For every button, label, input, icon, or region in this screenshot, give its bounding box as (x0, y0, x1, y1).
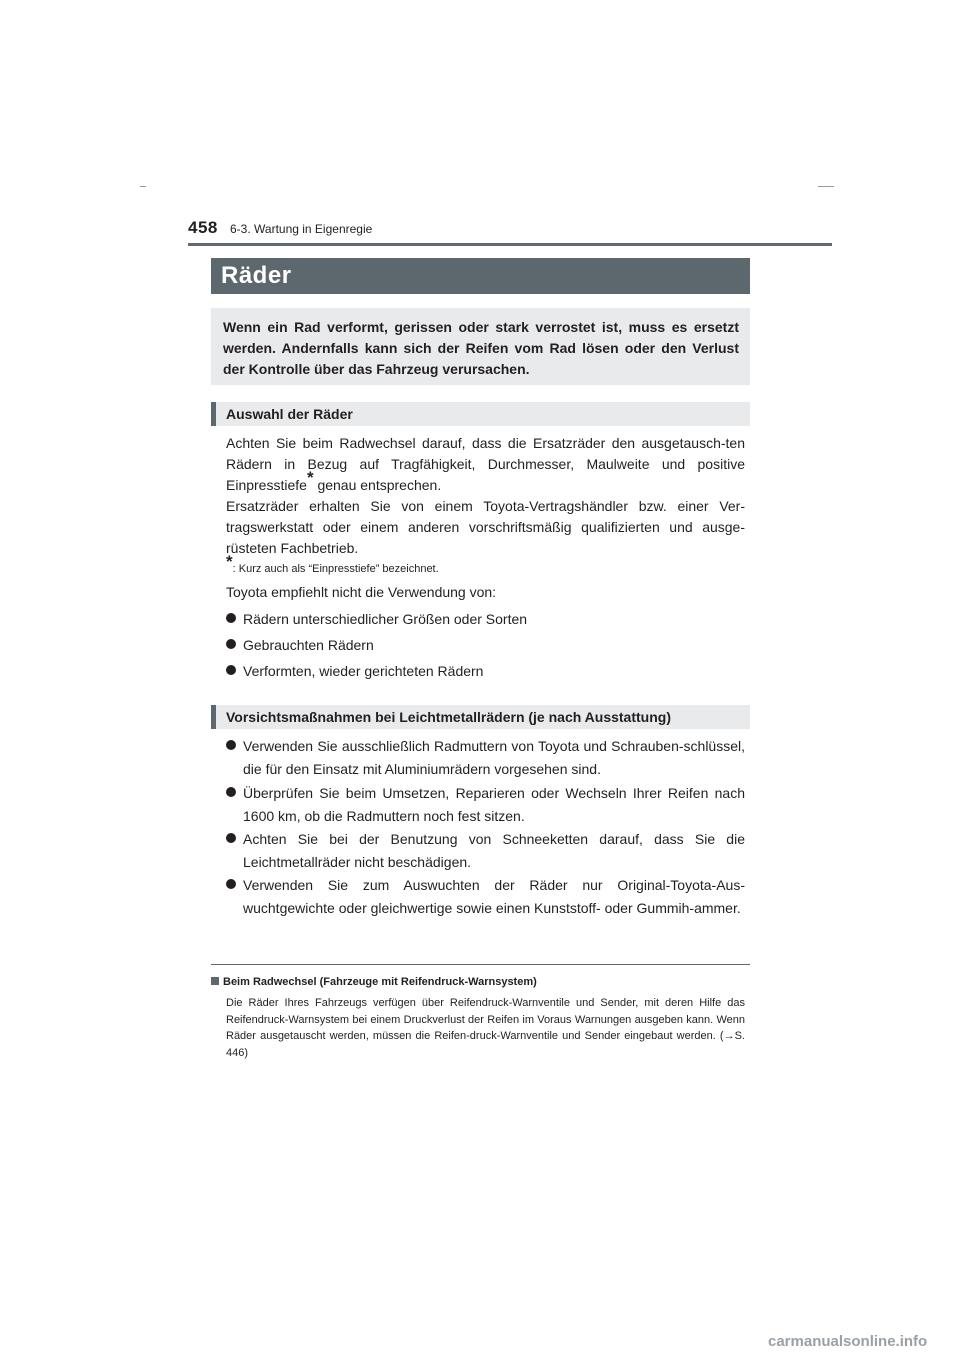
list-item-text: Verformten, wieder gerichteten Rädern (243, 663, 484, 679)
list-item-text: Verwenden Sie zum Auswuchten der Räder nur Original-Toyota-Aus-wuchtgewichte oder gleichwertige sowie einen Kunststoff- oder Gummih-ammer. (243, 877, 745, 916)
list-item-text: Rädern unterschiedlicher Größen oder Sorten (243, 611, 528, 627)
note-divider (211, 964, 750, 965)
list-item (226, 608, 745, 631)
selection-paragraph-1 (226, 433, 745, 496)
list-item (226, 874, 745, 920)
header-rule (188, 243, 832, 246)
list-item (226, 634, 745, 657)
bullet-icon (226, 740, 236, 750)
list-item (226, 828, 745, 874)
list-item (226, 735, 745, 781)
crop-mark-right (818, 186, 834, 187)
footnote-asterisk: * (226, 552, 233, 571)
subheading-alloy-precautions: Vorsichtsmaßnahmen bei Leichtmetallrädern (je nach Ausstattung) (211, 705, 750, 729)
list-item-text: Gebrauchten Rädern (243, 637, 374, 653)
page-title: Räder (211, 258, 750, 294)
selection-paragraph-2: Ersatzräder erhalten Sie von einem Toyota-Vertragshändler bzw. einer Ver-tragswerkstatt oder einem anderen vorschriftsmäßig qualifizierten und ausge-rüsteten Fachbetrieb. (226, 498, 745, 556)
page-header (188, 214, 832, 248)
footnote-marker: * (306, 468, 314, 487)
intro-box: Wenn ein Rad verformt, gerissen oder stark verrostet ist, muss es ersetzt werden. Andernfalls kann sich der Reifen vom Rad lösen oder den Verlust der Kontrolle über das Fahrzeug verursachen. (211, 308, 750, 385)
watermark: carmanualsonline.info (768, 1333, 928, 1350)
note-body (226, 995, 745, 1061)
subheading-wheel-selection: Auswahl der Räder (211, 402, 750, 426)
bullet-icon (226, 665, 236, 675)
selection-paragraph-1-text: Achten Sie beim Radwechsel darauf, dass die Ersatzräder den ausgetausch-ten Rädern in Bezug auf Tragfähigkeit, Durchmesser, Maulweite und positive Einpresstiefe (226, 435, 745, 493)
list-item (226, 782, 745, 828)
page-number: 458 (188, 218, 218, 237)
footnote-text: : Kurz auch als “Einpresstiefe” bezeichnet. (232, 563, 439, 575)
list-item-text: Überprüfen Sie beim Umsetzen, Reparieren oder Wechseln Ihrer Reifen nach 1600 km, ob die Radmuttern noch fest sitzen. (243, 785, 745, 824)
bullet-icon (226, 787, 236, 797)
recommendation-text: Toyota empfiehlt nicht die Verwendung von: (226, 584, 497, 600)
bullet-icon (226, 879, 236, 889)
bullet-icon (226, 639, 236, 649)
bullet-icon (226, 833, 236, 843)
note-body-text: Die Räder Ihres Fahrzeugs verfügen über Reifendruck-Warnventile und Sender, mit deren Hilfe das Reifendruck-Warnsystem bei einem Druckverlust der Reifen im Voraus Warnungen ausgeben kann. Wenn Räder ausgetauscht werden, müssen die Reifen-druck-Warnventile und Sender eingebaut werden. (→S. 446) (226, 997, 745, 1059)
square-bullet-icon (211, 977, 219, 985)
crop-mark-left (140, 186, 146, 187)
list-item-text: Achten Sie bei der Benutzung von Schneeketten darauf, dass Sie die Leichtmetallräder nicht beschädigen. (243, 831, 745, 870)
footnote (226, 552, 439, 575)
section-reference: 6-3. Wartung in Eigenregie (230, 222, 373, 236)
list-item (226, 660, 745, 683)
bullet-icon (226, 613, 236, 623)
selection-paragraph-1-end: genau entsprechen. (313, 477, 442, 493)
note-heading-text: Beim Radwechsel (Fahrzeuge mit Reifendruck-Warnsystem) (223, 976, 537, 988)
note-heading (211, 976, 537, 988)
selection-body (226, 433, 745, 559)
list-item-text: Verwenden Sie ausschließlich Radmuttern von Toyota und Schrauben-schlüssel, die für den Einsatz mit Aluminiumrädern vorgesehen sind. (243, 738, 745, 777)
